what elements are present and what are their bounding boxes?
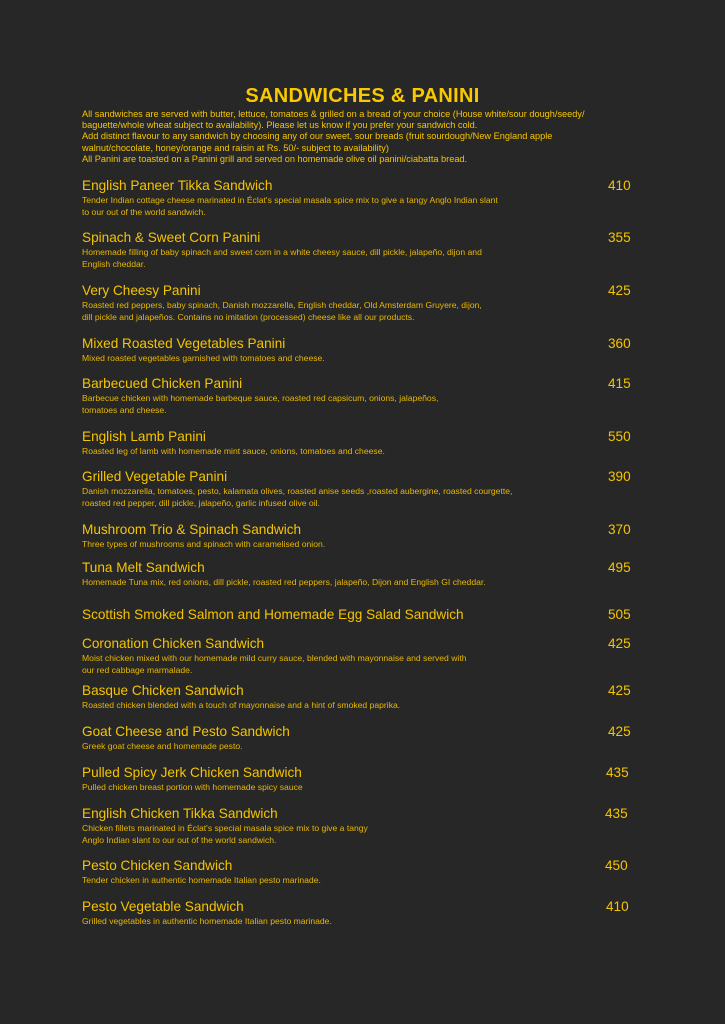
description-line: Mixed roasted vegetables garnished with tomatoes and cheese. (82, 353, 325, 363)
intro-line: baguette/whole wheat subject to availability). Please let us know if you prefer your sandwich cold. (82, 120, 478, 131)
menu-item-description (82, 300, 642, 324)
menu-item-price: 435 (605, 806, 628, 821)
menu-item-description (82, 782, 642, 794)
menu-item-price: 410 (606, 899, 629, 914)
description-line: our red cabbage marmalade. (82, 664, 193, 675)
menu-item-price: 505 (608, 607, 631, 622)
menu-item (82, 178, 642, 219)
description-line: Roasted leg of lamb with homemade mint sauce, onions, tomatoes and cheese. (82, 446, 385, 456)
description-line: Danish mozzarella, tomatoes, pesto, kalamata olives, roasted anise seeds ,roasted aubergine, roasted courgette, (82, 486, 513, 496)
menu-item (82, 283, 642, 324)
description-line: Roasted chicken blended with a touch of mayonnaise and a hint of smoked paprika. (82, 700, 401, 710)
menu-item-description (82, 393, 642, 417)
menu-item (82, 899, 642, 928)
menu-item-name: English Lamb Panini (82, 429, 206, 444)
description-line: Moist chicken mixed with our homemade mild curry sauce, blended with mayonnaise and served with (82, 653, 467, 663)
menu-item-name: Basque Chicken Sandwich (82, 683, 244, 698)
menu-item-description (82, 539, 642, 551)
description-line: Three types of mushrooms and spinach with caramelised onion. (82, 539, 326, 549)
description-line: Roasted red peppers, baby spinach, Danish mozzarella, English cheddar, Old Amsterdam Gruyere, dijon, (82, 300, 482, 310)
menu-item (82, 336, 642, 365)
description-line: Homemade filling of baby spinach and sweet corn in a white cheesy sauce, dill pickle, jalapeño, dijon and (82, 247, 482, 257)
description-line: dill pickle and jalapeños. Contains no imitation (processed) cheese like all our products. (82, 311, 415, 322)
menu-item (82, 469, 642, 510)
menu-item-name: Pesto Vegetable Sandwich (82, 899, 244, 914)
menu-item (82, 376, 642, 417)
menu-item-description (82, 247, 642, 271)
menu-item-price: 425 (608, 636, 631, 651)
menu-item-price: 415 (608, 376, 631, 391)
menu-item-description (82, 875, 642, 887)
menu-item-name: Pulled Spicy Jerk Chicken Sandwich (82, 765, 302, 780)
menu-item-name: Coronation Chicken Sandwich (82, 636, 265, 651)
menu-item (82, 683, 642, 712)
intro-line: All Panini are toasted on a Panini grill and served on homemade olive oil panini/ciabatta bread. (82, 153, 468, 164)
menu-item-name: Spinach & Sweet Corn Panini (82, 230, 261, 245)
menu-item-description (82, 823, 642, 847)
menu-item-description (82, 353, 642, 365)
description-line: Chicken fillets marinated in Éclat's special masala spice mix to give a tangy (82, 823, 368, 833)
menu-item-price: 495 (608, 560, 631, 575)
menu-item-description (82, 486, 642, 510)
description-line: Homemade Tuna mix, red onions, dill pickle, roasted red peppers, jalapeño, Dijon and English GI cheddar. (82, 577, 486, 587)
menu-item-description (82, 700, 642, 712)
menu-item-price: 450 (605, 858, 628, 873)
description-line: Anglo Indian slant to our out of the world sandwich. (82, 834, 277, 845)
description-line: roasted red pepper, dill pickle, jalapeño, garlic infused olive oil. (82, 497, 320, 508)
menu-item-name: English Chicken Tikka Sandwich (82, 806, 278, 821)
description-line: to our out of the world sandwich. (82, 206, 206, 217)
menu-item-price: 435 (606, 765, 629, 780)
menu-item-price: 550 (608, 429, 631, 444)
description-line: tomatoes and cheese. (82, 404, 167, 415)
menu-item-description (82, 577, 642, 589)
menu-item (82, 806, 642, 847)
menu-item-name: Tuna Melt Sandwich (82, 560, 205, 575)
intro-line: walnut/chocolate, honey/orange and raisin at Rs. 50/- subject to availability) (82, 142, 389, 153)
menu-item (82, 607, 642, 623)
description-line: Tender chicken in authentic homemade Italian pesto marinade. (82, 875, 321, 885)
menu-item (82, 858, 642, 887)
menu-item-description (82, 195, 642, 219)
description-line: Barbecue chicken with homemade barbeque sauce, roasted red capsicum, onions, jalapeños, (82, 393, 439, 403)
menu-item-price: 370 (608, 522, 631, 537)
menu-item-price: 425 (608, 683, 631, 698)
menu-item (82, 765, 642, 794)
menu-item-price: 425 (608, 724, 631, 739)
menu-item (82, 429, 642, 458)
menu-item-name: Mushroom Trio & Spinach Sandwich (82, 522, 302, 537)
menu-item-name: Barbecued Chicken Panini (82, 376, 243, 391)
menu-item-name: Scottish Smoked Salmon and Homemade Egg Salad Sandwich (82, 607, 464, 622)
menu-item-name: Very Cheesy Panini (82, 283, 201, 298)
menu-item-name: Grilled Vegetable Panini (82, 469, 228, 484)
intro-line: Add distinct flavour to any sandwich by choosing any of our sweet, sour breads (fruit sourdough/New England apple (82, 131, 553, 142)
menu-item (82, 230, 642, 271)
menu-item-description (82, 916, 642, 928)
description-line: Pulled chicken breast portion with homemade spicy sauce (82, 782, 303, 792)
menu-item-description (82, 741, 642, 753)
description-line: Tender Indian cottage cheese marinated in Éclat's special masala spice mix to give a tangy Anglo Indian slant (82, 195, 498, 205)
description-line: Grilled vegetables in authentic homemade Italian pesto marinade. (82, 916, 332, 926)
menu-item-price: 360 (608, 336, 631, 351)
page-title: SANDWICHES & PANINI (245, 85, 480, 107)
menu-item-description (82, 653, 642, 677)
menu-item (82, 560, 642, 589)
menu-item-description (82, 446, 642, 458)
menu-item (82, 724, 642, 753)
menu-item-name: English Paneer Tikka Sandwich (82, 178, 273, 193)
intro-line: All sandwiches are served with butter, lettuce, tomatoes & grilled on a bread of your choice (House white/sour dough/seedy/ (82, 109, 585, 119)
menu-item-price: 355 (608, 230, 631, 245)
menu-item-price: 425 (608, 283, 631, 298)
intro-text (82, 109, 662, 165)
menu-item-name: Pesto Chicken Sandwich (82, 858, 233, 873)
menu-item-name: Goat Cheese and Pesto Sandwich (82, 724, 290, 739)
description-line: Greek goat cheese and homemade pesto. (82, 741, 243, 751)
menu-item-price: 390 (608, 469, 631, 484)
description-line: English cheddar. (82, 258, 146, 269)
menu-item-price: 410 (608, 178, 631, 193)
menu-item (82, 636, 642, 677)
menu-item-name: Mixed Roasted Vegetables Panini (82, 336, 286, 351)
menu-item (82, 522, 642, 551)
